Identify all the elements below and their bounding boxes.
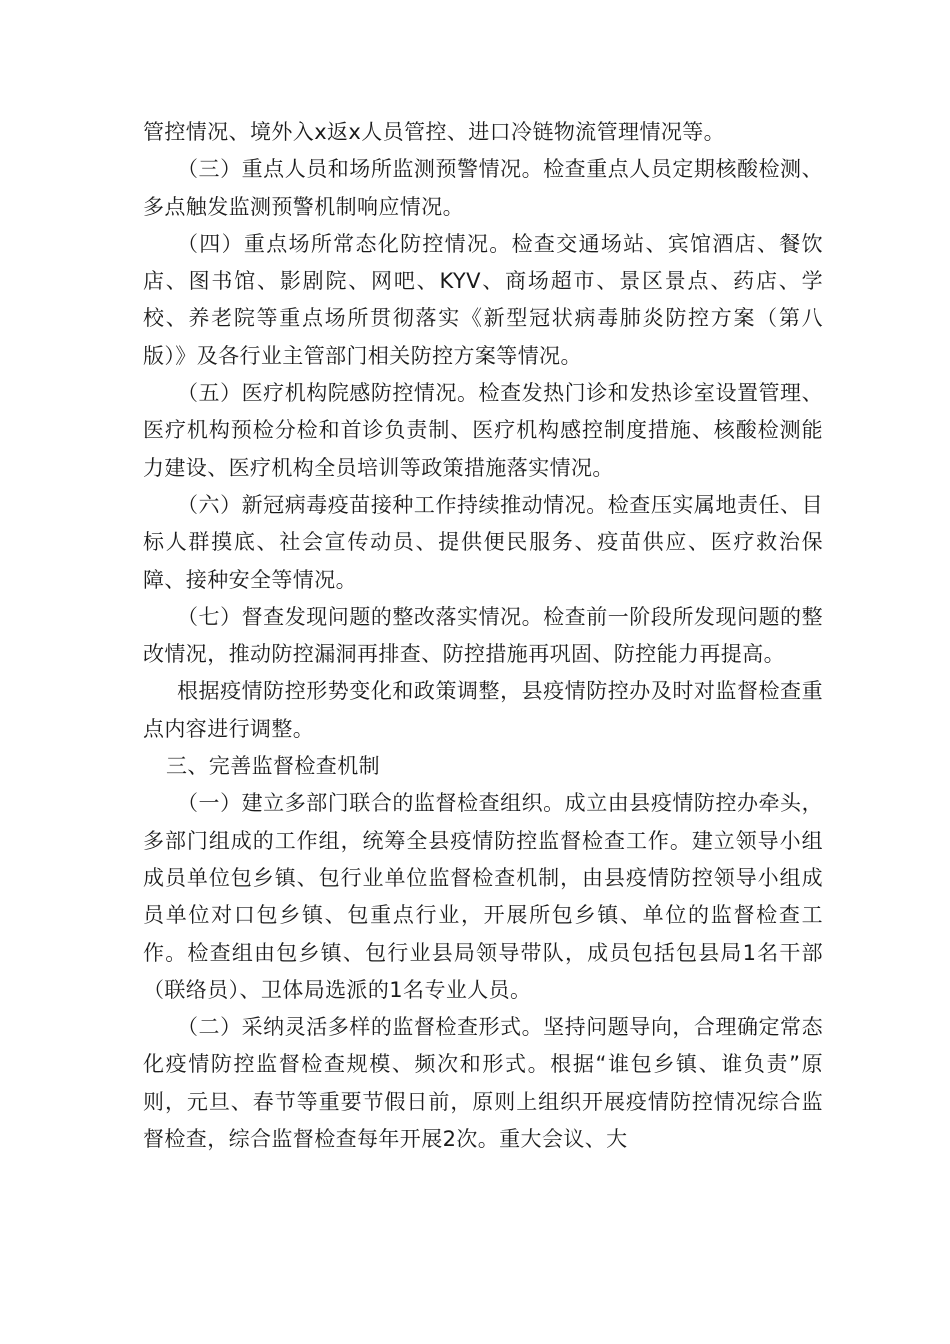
paragraph-continuation: 管控情况、境外入x返x人员管控、进口冷链物流管理情况等。 <box>143 120 726 144</box>
section-heading: 三、完善监督检查机制 <box>166 754 380 779</box>
paragraph-adjustment-note: 根据疫情防控形势变化和政策调整，县疫情防控办及时对监督检查重点内容进行调整。 <box>143 679 823 741</box>
paragraph-item-6: （六）新冠病毒疫苗接种工作持续推动情况。检查压实属地责任、目标人群摸底、社会宣传动员、提供便民服务、疫苗供应、医疗救治保障、接种安全等情况。 <box>143 492 823 592</box>
document-body <box>143 114 823 1158</box>
paragraph-section-item-1: （一）建立多部门联合的监督检查组织。成立由县疫情防控办牵头，多部门组成的工作组，统筹全县疫情防控监督检查工作。建立领导小组成员单位包乡镇、包行业单位监督检查机制，由县疫情防控领导小组成员单位对口包乡镇、包重点行业，开展所包乡镇、单位的监督检查工作。检查组由包乡镇、包行业县局领导带队，成员包括包县局1名干部（联络员）、卫体局选派的1名专业人员。 <box>143 791 823 1002</box>
paragraph-item-5: （五）医疗机构院感防控情况。检查发热门诊和发热诊室设置管理、医疗机构预检分检和首诊负责制、医疗机构感控制度措施、核酸检测能力建设、医疗机构全员培训等政策措施落实情况。 <box>143 381 823 480</box>
paragraph-item-7: （七）督查发现问题的整改落实情况。检查前一阶段所发现问题的整改情况，推动防控漏洞再排查、防控措施再巩固、防控能力再提高。 <box>143 604 823 667</box>
paragraph-section-item-2: （二）采纳灵活多样的监督检查形式。坚持问题导向，合理确定常态化疫情防控监督检查规模、频次和形式。根据“谁包乡镇、谁负责”原则，元旦、春节等重要节假日前，原则上组织开展疫情防控情况综合监督检查，综合监督检查每年开展2次。重大会议、大 <box>143 1015 823 1152</box>
paragraph-item-4: （四）重点场所常态化防控情况。检查交通场站、宾馆酒店、餐饮店、图书馆、影剧院、网吧、KYV、商场超市、景区景点、药店、学校、养老院等重点场所贯彻落实《新型冠状病毒肺炎防控方案（第八版）》及各行业主管部门相关防控方案等情况。 <box>143 231 823 368</box>
paragraph-item-3: （三）重点人员和场所监测预警情况。检查重点人员定期核酸检测、多点触发监测预警机制响应情况。 <box>143 157 823 219</box>
